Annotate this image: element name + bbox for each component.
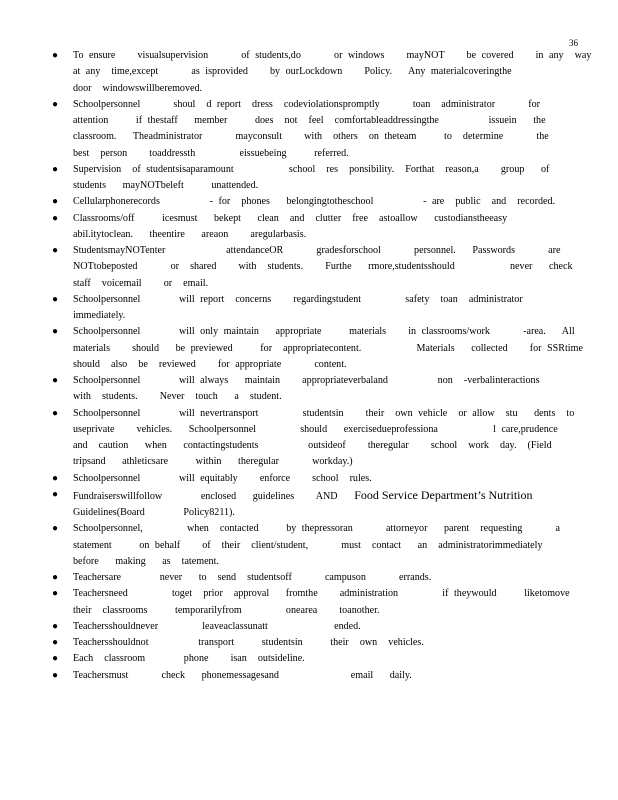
bullet-icon: ● <box>52 326 59 338</box>
list-item-line: Schoolpersonnel shoul d report dress codeviolationspromptly toan administrator for <box>73 98 541 110</box>
list-item <box>52 635 504 651</box>
list-item-line: should also be reviewed for appropriate content. <box>73 358 347 370</box>
list-item <box>52 406 575 471</box>
list-item-line: Teachersshouldnot transport studentsin their own vehicles. <box>73 637 424 648</box>
bullet-icon: ● <box>52 572 59 583</box>
list-item-line-text: Fundraiserswillfollow enclosed guidelines AND <box>73 490 338 502</box>
list-item-line: their classrooms temporarilyfrom onearea toanother. <box>73 604 380 616</box>
list-item-line: Schoolpersonnel will only maintain appropriate materials in classrooms/work -area. All <box>73 326 575 338</box>
list-item-line: immediately. <box>73 310 126 321</box>
list-item <box>52 243 573 292</box>
list-item-line: To ensure visualsupervision of students,do or windows mayNOT be covered in any way <box>73 50 592 61</box>
list-item-line: Teachersmust check phonemessagesand email daily. <box>73 669 412 681</box>
bullet-icon: ● <box>52 293 59 305</box>
bullet-icon: ● <box>52 523 59 535</box>
list-item-line: Schoolpersonnel will always maintain appropriateverbaland non -verbalinteractions <box>73 375 540 386</box>
bullet-icon: ● <box>52 212 59 224</box>
list-item-line: Teachersneed toget prior approval fromthe administration if theywould liketomove <box>73 588 570 600</box>
list-item <box>52 570 504 586</box>
bullet-icon: ● <box>52 375 59 386</box>
list-item <box>52 471 504 487</box>
bullet-icon: ● <box>52 407 59 419</box>
bullet-icon: ● <box>52 620 59 632</box>
list-item-line: NOTtobeposted or shared with students. Furthe rmore,studentsshould never check <box>73 261 573 273</box>
list-item <box>52 97 549 162</box>
bullet-icon: ● <box>52 50 59 61</box>
list-item-line: Schoolpersonnel will report concerns regardingstudent safety toan administrator <box>73 293 523 305</box>
list-item-line: attention if thestaff member does not feel comfortableaddressingthe issuein the <box>73 115 546 126</box>
list-item-line <box>73 487 533 505</box>
list-item-line: with students. Never touch a student. <box>73 391 282 403</box>
list-item <box>52 487 533 522</box>
list-item <box>52 162 550 195</box>
list-item-line: Classrooms/off icesmust bekept clean and clutter free astoallow custodianstheeasy <box>73 212 508 224</box>
list-item <box>52 211 508 244</box>
list-item-line: at any time,except as isprovided by ourLockdown Policy. Any materialcoveringthe <box>73 66 512 78</box>
list-item-line: useprivate vehicles. Schoolpersonnel should exercisedueprofessiona l care,prudence <box>73 423 558 435</box>
list-item <box>52 586 570 619</box>
bullet-icon: ● <box>52 245 59 256</box>
list-item <box>52 292 523 325</box>
list-item-line: abil.itytoclean. theentire areaon aregularbasis. <box>73 228 307 240</box>
list-item <box>52 619 504 635</box>
list-item-line: Teachersshouldnever leaveaclassunatt ended. <box>73 620 361 632</box>
bullet-icon: ● <box>52 637 59 648</box>
bullet-icon: ● <box>52 472 59 484</box>
list-item <box>52 373 540 406</box>
list-item-line: StudentsmayNOTenter attendanceOR gradesforschool personnel. Passwords are <box>73 245 561 256</box>
list-item-line: students mayNOTbeleft unattended. <box>73 180 259 191</box>
list-item <box>52 324 583 373</box>
bullet-icon: ● <box>52 488 59 500</box>
list-item-line: Teachersare never to send studentsoff campuson errands. <box>73 572 432 583</box>
policy-bullet-list <box>52 48 592 684</box>
list-item-line: statement on behalf of their client/student, must contact an administratorimmediately <box>73 539 543 551</box>
list-item-line: Each classroom phone isan outsideline. <box>73 653 305 665</box>
list-item-line: classroom. Theadministrator mayconsult with others on theteam to determine the <box>73 131 549 143</box>
list-item-line: tripsand athleticsare within theregular workday.) <box>73 456 353 468</box>
list-item-line: staff voicemail or email. <box>73 277 209 289</box>
page-number: 36 <box>569 38 578 48</box>
list-item-line: best person toaddressth eissuebeing referred. <box>73 147 349 159</box>
list-item-line: before making as tatement. <box>73 555 219 567</box>
list-item <box>52 651 504 667</box>
list-item-line: door windowswillberemoved. <box>73 82 203 94</box>
list-item-line: and caution when contactingstudents outsideof theregular school work day. (Field <box>73 440 552 451</box>
bullet-icon: ● <box>52 669 59 681</box>
list-item-line: Schoolpersonnel, when contacted by thepressoran attorneyor parent requesting a <box>73 523 560 535</box>
list-item-line: Cellularphonerecords - for phones belongingtotheschool - are public and recorded. <box>73 196 556 208</box>
emphasized-text: Food Service Department’s Nutrition <box>354 487 533 502</box>
list-item-line: materials should be previewed for appropriatecontent. Materials collected for SSRtime <box>73 342 583 354</box>
list-item <box>52 521 560 570</box>
bullet-icon: ● <box>52 653 59 665</box>
list-item-line: Schoolpersonnel will nevertransport studentsin their own vehicle or allow stu dents to <box>73 407 575 419</box>
list-item-line: Supervision of studentsisaparamount school res ponsibility. Forthat reason,a group of <box>73 163 550 175</box>
bullet-icon: ● <box>52 163 59 175</box>
bullet-icon: ● <box>52 588 59 600</box>
list-item <box>52 48 592 97</box>
bullet-icon: ● <box>52 98 59 110</box>
list-item-line: Guidelines(Board Policy8211). <box>73 507 235 518</box>
bullet-icon: ● <box>52 196 59 208</box>
list-item <box>52 194 556 210</box>
list-item <box>52 668 504 684</box>
list-item-line: Schoolpersonnel will equitably enforce school rules. <box>73 472 372 484</box>
